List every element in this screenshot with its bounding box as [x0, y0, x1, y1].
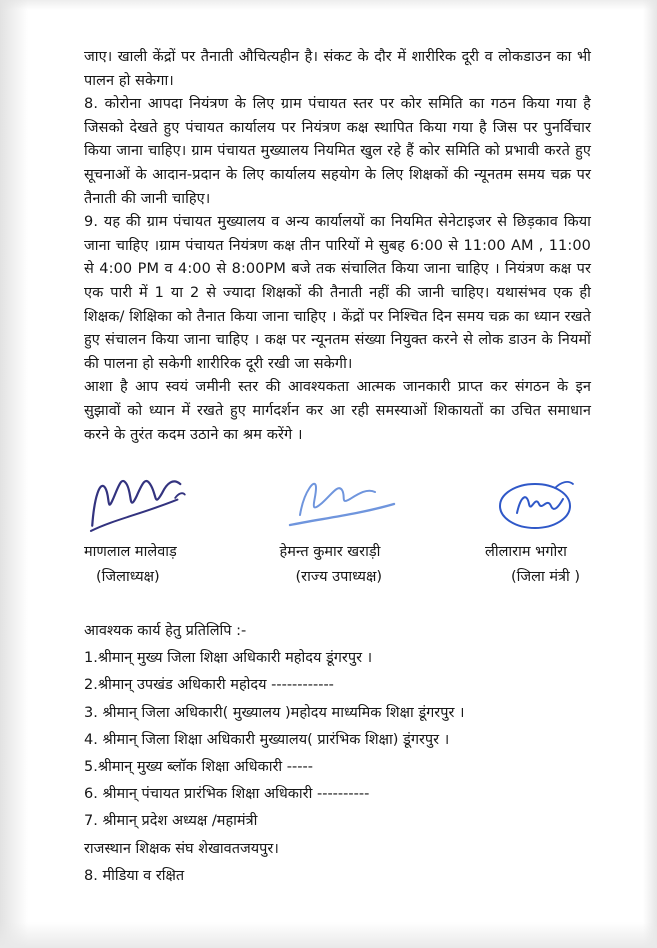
copy-list-item: 8. मीडिया व रक्षित — [84, 867, 185, 884]
body-paragraph-closing: आशा है आप स्वयं जमीनी स्तर की आवश्यकता आत्मक जानकारी प्राप्त कर संगठन के इन सुझावों को ध्यान में रखते हुए मार्गदर्शन कर आ रही समस्याओं शिकायतों का उचित समाधान करने के तुरंत कदम उठाने का श्रम करेंगे । — [84, 379, 591, 443]
copy-list-item: 5.श्रीमान् मुख्य ब्लॉक शिक्षा अधिकारी ----- — [84, 758, 313, 775]
copy-distribution-list — [84, 618, 591, 890]
copy-list-heading: आवश्यक कार्य हेतु प्रतिलिपि :- — [84, 623, 247, 640]
signatory-name: माणलाल मालेवाड़ — [84, 544, 177, 561]
signature-ink-state-vice-president — [280, 471, 402, 539]
copy-list-item: 7. श्रीमान् प्रदेश अध्यक्ष /महामंत्री — [84, 813, 258, 830]
copy-list-item: 2.श्रीमान् उपखंड अधिकारी महोदय ------------ — [84, 677, 334, 694]
signatory-state-vice-president — [280, 471, 402, 586]
body-paragraph-continuation: जाए। खाली केंद्रों पर तैनाती औचित्यहीन है। संकट के दौर में शारीरिक दूरी व लोकडाउन का भी पालन हो सकेगा। — [84, 49, 591, 89]
signature-block — [84, 471, 591, 586]
signatory-name: लीलाराम भगोरा — [485, 544, 567, 561]
signature-ink-district-president — [75, 456, 195, 539]
signatory-district-minister — [485, 475, 587, 586]
body-paragraph-point-9: 9. यह की ग्राम पंचायत मुख्यालय व अन्य कार्यालयों का नियमित सेनेटाइजर से छिड़काव किया जाना चाहिए ।ग्राम पंचायत नियंत्रण कक्ष तीन पारियों मे सुबह 6:00 से 11:00 AM , 11:00 से 4:00 PM व 4:00 से 8:00PM बजे तक संचालित किया जाना चाहिए । नियंत्रण कक्ष पर एक पारी में 1 या 2 से ज्यादा शिक्षकों की तैनाती नहीं की जानी चाहिए। यथासंभव एक ही शिक्षक/ शिक्षिका को तैनात किया जाना चाहिए । केंद्रों पर निश्चित दिन समय चक्र का ध्यान रखते हुए संचालन किया जाना चाहिए । कक्ष पर न्यूनतम संख्या नियुक्त करने से लोक डाउन के नियमों की पालना हो सकेगी शारीरिक दूरी रखी जा सकेगी। — [84, 214, 591, 372]
signature-ink-district-minister — [485, 475, 587, 539]
signatory-title: (जिला मंत्री ) — [511, 569, 581, 586]
letter-body — [84, 46, 591, 447]
copy-list-item: 4. श्रीमान् जिला शिक्षा अधिकारी मुख्यालय( प्रारंभिक शिक्षा) डूंगरपुर । — [84, 731, 450, 748]
signatory-district-president — [84, 471, 196, 586]
copy-list-item: 6. श्रीमान् पंचायत प्रारंभिक शिक्षा अधिकारी ---------- — [84, 786, 370, 803]
body-paragraph-point-8: 8. कोरोना आपदा नियंत्रण के लिए ग्राम पंचायत स्तर पर कोर समिति का गठन किया गया है जिसको देखते हुए पंचायत कार्यालय पर नियंत्रण कक्ष स्थापित किया गया है जिस पर पुनर्विचार किया जाना चाहिए। ग्राम पंचायत मुख्यालय नियमित खुल रहे हैं कोर समिति को प्रभावी करते हुए सूचनाओं के आदान-प्रदान के लिए कार्यालय सहयोग के लिए शिक्षकों की न्यूनतम समय चक्र पर तैनाती की जानी चाहिए। — [84, 96, 591, 207]
signatory-title: (राज्य उपाध्यक्ष) — [295, 569, 383, 586]
signatory-title: (जिलाध्यक्ष) — [96, 569, 160, 586]
copy-list-item: 3. श्रीमान् जिला अधिकारी( मुख्यालय )महोदय माध्यमिक शिक्षा डूंगरपुर । — [84, 704, 465, 721]
copy-list-item: राजस्थान शिक्षक संघ शेखावतजयपुर। — [84, 840, 279, 857]
copy-list-item: 1.श्रीमान् मुख्य जिला शिक्षा अधिकारी महोदय डूंगरपुर । — [84, 650, 373, 667]
signatory-name: हेमन्त कुमार खराड़ी — [279, 544, 381, 561]
scan-edge-bottom — [0, 922, 657, 948]
